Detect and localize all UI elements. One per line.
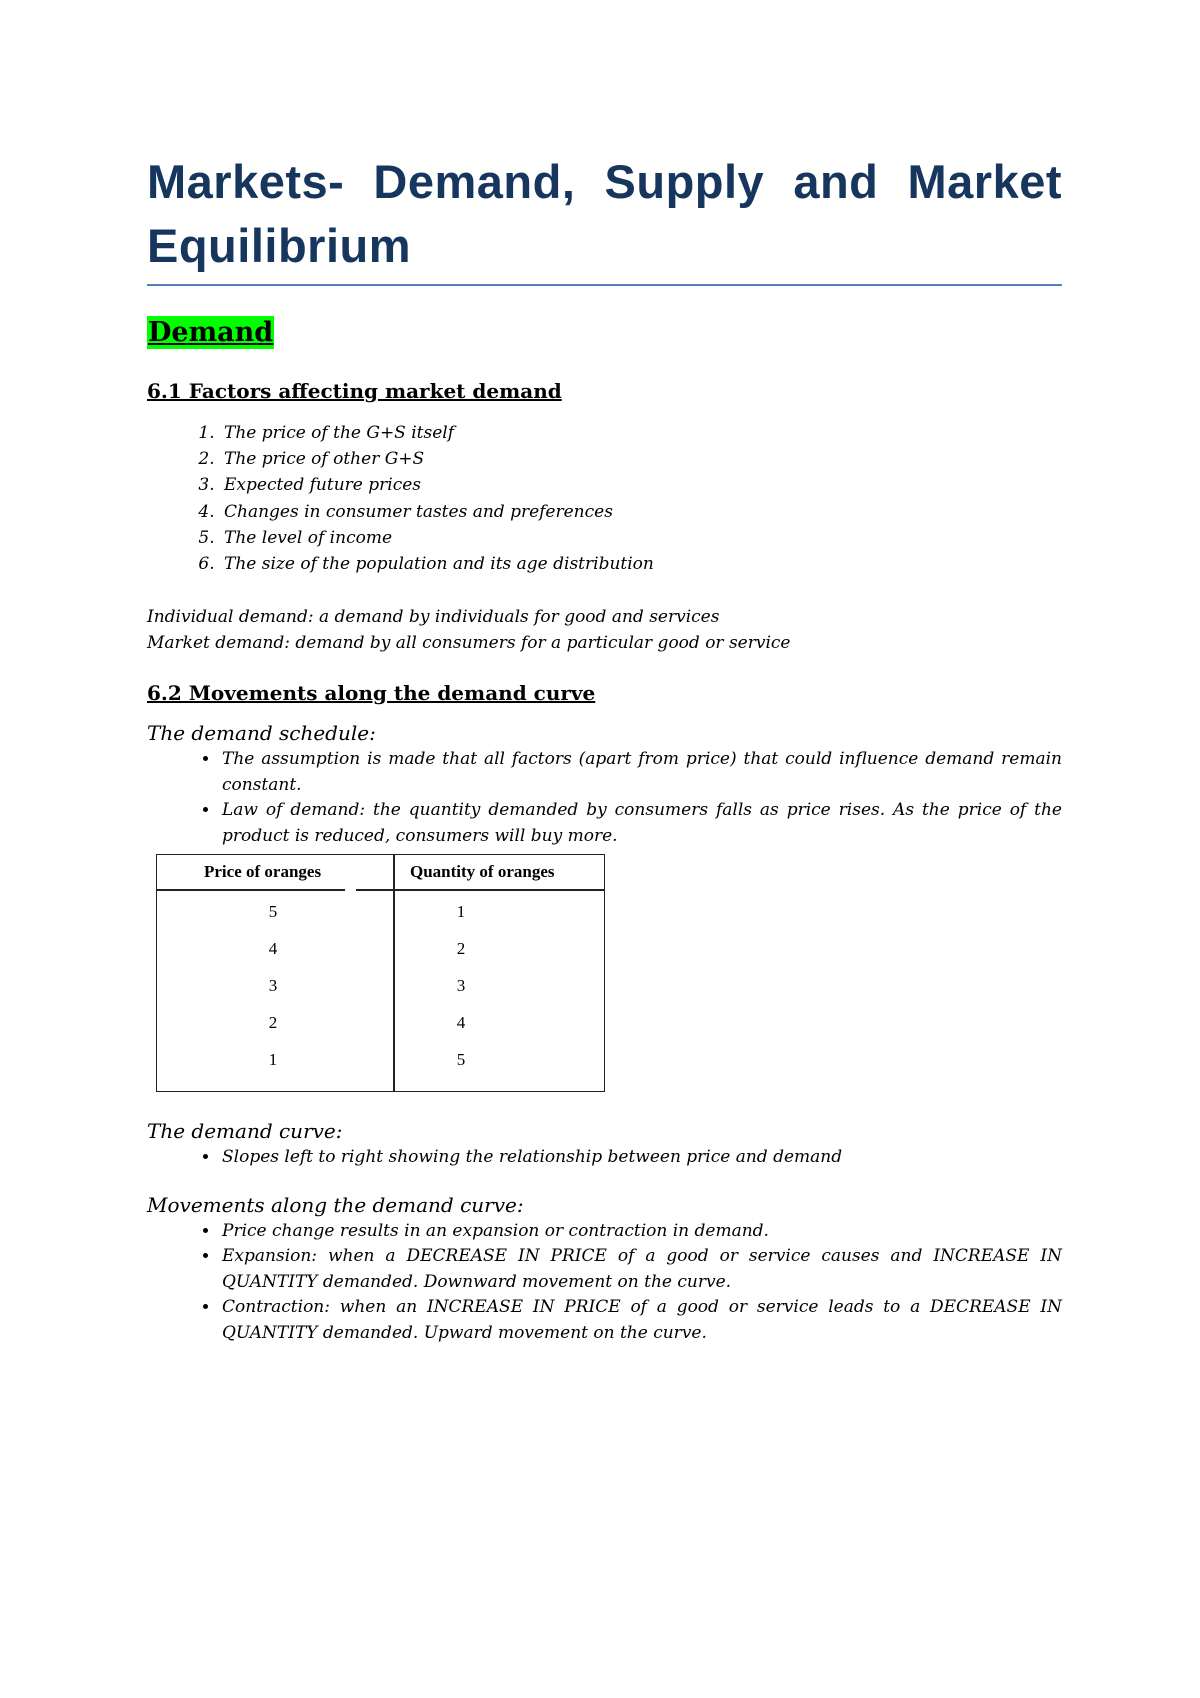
table-cell-price: 3 <box>268 976 278 996</box>
list-item: 6. The size of the population and its age distribution <box>220 551 1062 577</box>
list-item: 2. The price of other G+S <box>220 446 1062 472</box>
table-cell-quantity: 2 <box>456 939 466 959</box>
bullet-item: • The assumption is made that all factors (apart from price) that could influence demand remain constant. <box>220 747 1062 798</box>
page-content <box>147 150 1062 1346</box>
table-cell-price: 5 <box>268 902 278 922</box>
table-cell-quantity: 3 <box>456 976 466 996</box>
factors-list <box>147 420 1062 577</box>
table-cell-quantity: 5 <box>456 1050 466 1070</box>
bullet-item: • Slopes left to right showing the relationship between price and demand <box>220 1145 1062 1171</box>
movements-heading: Movements along the demand curve: <box>147 1192 524 1217</box>
section-heading-demand: Demand <box>148 317 274 348</box>
bullet-item: • Law of demand: the quantity demanded by consumers falls as price rises. As the price of the product is reduced, consumers will buy more. <box>220 798 1062 849</box>
list-item: 5. The level of income <box>220 525 1062 551</box>
document-title: Markets- Demand, Supply and Market Equilibrium <box>147 155 1062 272</box>
bullet-item: • Price change results in an expansion or contraction in demand. <box>220 1219 1062 1245</box>
curve-bullets <box>147 1145 1062 1171</box>
market-demand-definition: Market demand: demand by all consumers for a particular good or service <box>147 633 791 654</box>
table-cell-quantity: 1 <box>456 902 466 922</box>
header-rule <box>356 889 604 891</box>
table-header-quantity: Quantity of oranges <box>410 862 555 882</box>
table-cell-price: 2 <box>268 1013 278 1033</box>
header-rule <box>157 889 345 891</box>
table-header-price: Price of oranges <box>204 862 322 882</box>
list-item: 1. The price of the G+S itself <box>220 420 1062 446</box>
bullet-item: • Expansion: when a DECREASE IN PRICE of a good or service causes and INCREASE IN QUANTITY demanded. Downward movement on the curve. <box>220 1244 1062 1295</box>
table-wrapper <box>147 849 1062 1114</box>
table-cell-quantity: 4 <box>456 1013 466 1033</box>
subheading-6-1: 6.1 Factors affecting market demand <box>147 379 562 403</box>
title-underline-rule <box>147 284 1062 286</box>
oranges-demand-table <box>156 854 605 1092</box>
subheading-6-2: 6.2 Movements along the demand curve <box>147 681 596 706</box>
list-item: 3. Expected future prices <box>220 472 1062 498</box>
bullet-item: • Contraction: when an INCREASE IN PRICE of a good or service leads to a DECREASE IN QUANTITY demanded. Upward movement on the curve. <box>220 1295 1062 1346</box>
movement-bullets <box>147 1219 1062 1347</box>
demand-schedule-heading: The demand schedule: <box>147 721 376 746</box>
demand-curve-heading: The demand curve: <box>147 1119 343 1144</box>
schedule-bullets <box>147 747 1062 849</box>
table-cell-price: 4 <box>268 939 278 959</box>
table-cell-price: 1 <box>268 1050 278 1070</box>
list-item: 4. Changes in consumer tastes and preferences <box>220 499 1062 525</box>
individual-demand-definition: Individual demand: a demand by individuals for good and services <box>147 607 720 628</box>
